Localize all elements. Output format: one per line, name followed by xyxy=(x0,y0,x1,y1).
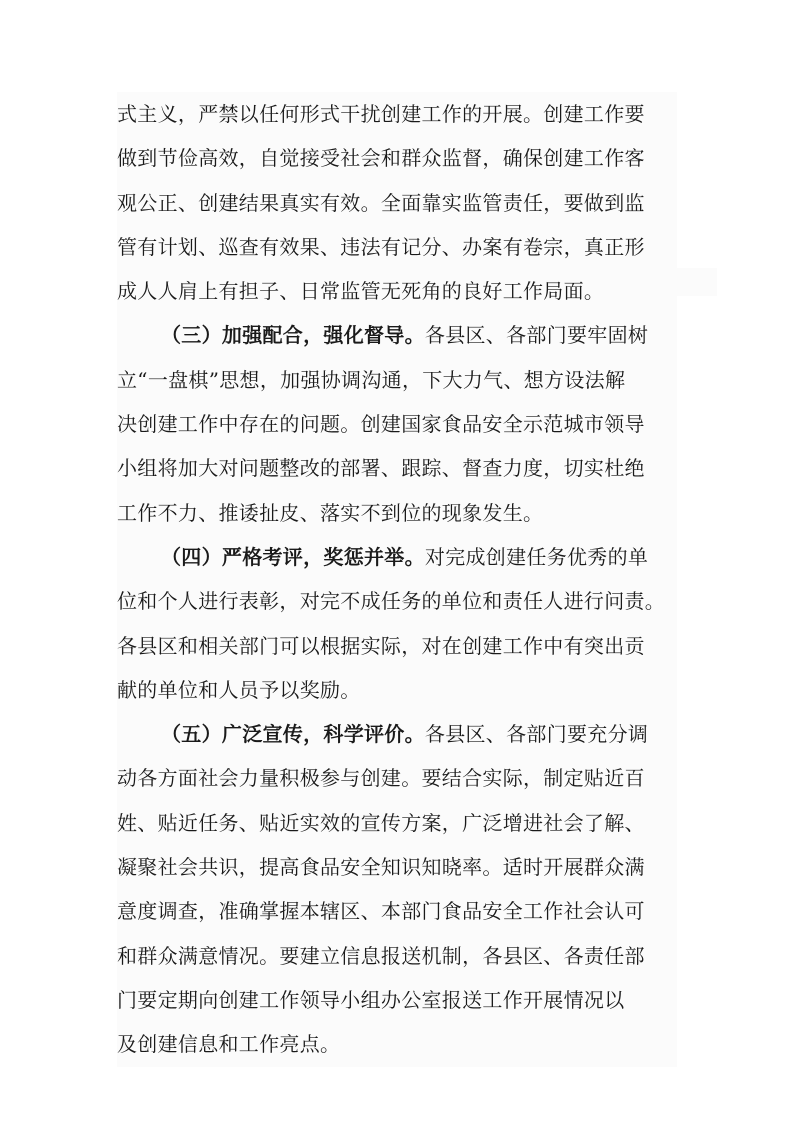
text-line: 决创建工作中存在的问题。创建国家食品安全示范城市领导 xyxy=(117,412,645,437)
text-line: 式主义，严禁以任何形式干扰创建工作的开展。创建工作要 xyxy=(117,102,645,126)
section-heading-line: （三）加强配合，强化督导。各县区、各部门要牢固树 xyxy=(161,323,649,348)
text-line: 立“一盘棋”思想，加强协调沟通，下大力气、想方设法解 xyxy=(117,367,626,392)
highlight-mark xyxy=(677,268,717,296)
text-line: 凝聚社会共识，提高食品安全知识知晓率。适时开展群众满 xyxy=(117,855,645,880)
text-line: 观公正、创建结果真实有效。全面靠实监管责任，要做到监 xyxy=(117,190,645,215)
section-heading: （五）广泛宣传，科学评价。 xyxy=(161,722,425,747)
text-line: 及创建信息和工作亮点。 xyxy=(117,1032,341,1057)
text-line: 小组将加大对问题整改的部署、跟踪、督查力度，切实杜绝 xyxy=(117,456,645,481)
text-line: 做到节俭高效，自觉接受社会和群众监督，确保创建工作客 xyxy=(117,146,645,171)
text-line: 门要定期向创建工作领导小组办公室报送工作开展情况以 xyxy=(117,987,625,1012)
text-line: 和群众满意情况。要建立信息报送机制，各县区、各责任部 xyxy=(117,943,645,968)
section-heading-line: （五）广泛宣传，科学评价。各县区、各部门要充分调 xyxy=(161,722,649,747)
text-line: 成人人肩上有担子、日常监管无死角的良好工作局面。 xyxy=(117,279,605,304)
text-line: 意度调查，准确掌握本辖区、本部门食品安全工作社会认可 xyxy=(117,899,645,924)
text-line: 位和个人进行表彰，对完不成任务的单位和责任人进行问责。 xyxy=(117,589,666,614)
text-line: 各县区和相关部门可以根据实际，对在创建工作中有突出贡 xyxy=(117,633,645,658)
text-line: 工作不力、推诿扯皮、落实不到位的现象发生。 xyxy=(117,500,544,525)
text-line: 姓、贴近任务、贴近实效的宣传方案，广泛增进社会了解、 xyxy=(117,810,645,835)
text-line: 献的单位和人员予以奖励。 xyxy=(117,677,361,702)
section-heading: （四）严格考评，奖惩并举。 xyxy=(161,544,425,569)
section-heading-line: （四）严格考评，奖惩并举。对完成创建任务优秀的单 xyxy=(161,544,649,569)
text-line: 管有计划、巡查有效果、违法有记分、办案有卷宗，真正形 xyxy=(117,234,645,259)
section-heading: （三）加强配合，强化督导。 xyxy=(161,323,425,348)
document-body xyxy=(117,92,677,1067)
text-line: 动各方面社会力量积极参与创建。要结合实际，制定贴近百 xyxy=(117,766,645,791)
